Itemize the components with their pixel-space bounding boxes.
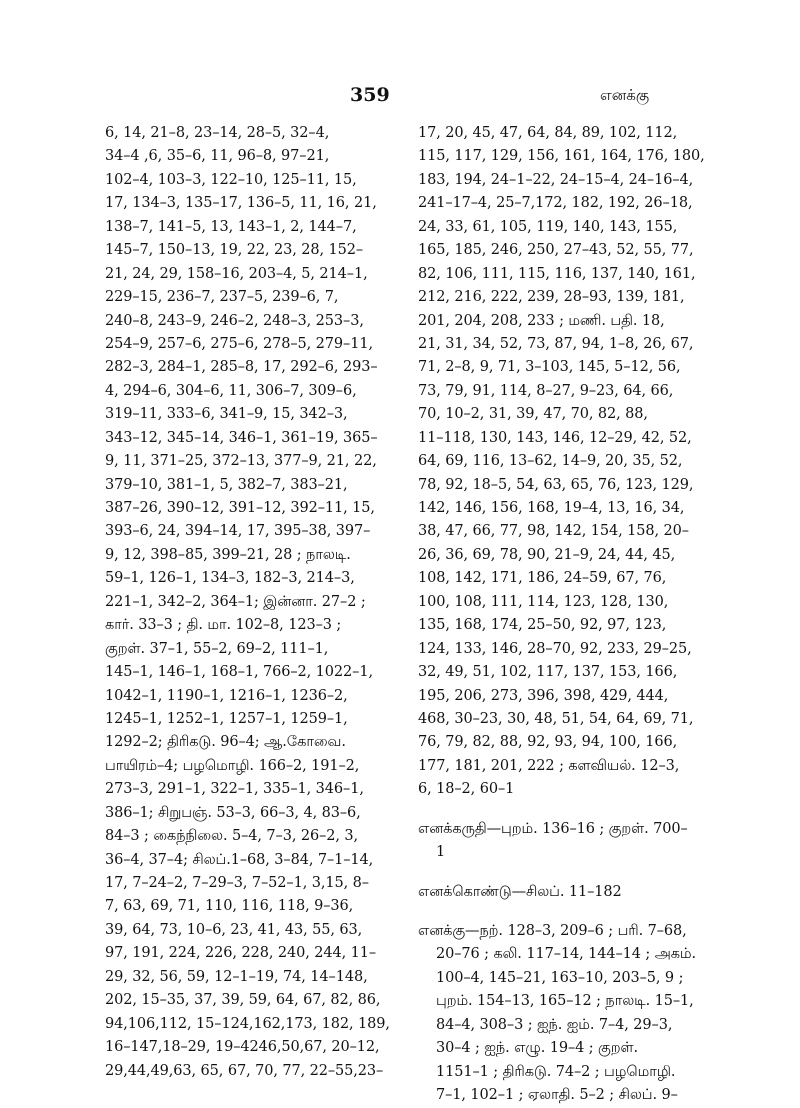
text-line: 29,44,49,63, 65, 67, 70, 77, 22–55,23– bbox=[105, 1062, 384, 1079]
text-line: 1042–1, 1190–1, 1216–1, 1236–2, bbox=[105, 687, 348, 704]
text-line: 94,106,112, 15–124,162,173, 182, 189, bbox=[105, 1015, 390, 1032]
text-line: 138–7, 141–5, 13, 143–1, 2, 144–7, bbox=[105, 218, 357, 235]
text-line: 202, 15–35, 37, 39, 59, 64, 67, 82, 86, bbox=[105, 992, 381, 1009]
text-line: பாயிரம்–4; பழமொழி. 166–2, 191–2, bbox=[105, 757, 360, 774]
entry-headword-line: எனக்கருதி—புறம். 136–16 ; குறள். 700– bbox=[418, 820, 688, 837]
text-line: 97, 191, 224, 226, 228, 240, 244, 11– bbox=[105, 945, 377, 962]
text-line: குறள். 37–1, 55–2, 69–2, 111–1, bbox=[105, 640, 329, 657]
text-line: 1 bbox=[436, 844, 446, 861]
text-line: 1292–2; திரிகடு. 96–4; ஆ.கோவை. bbox=[105, 734, 346, 751]
text-line: 135, 168, 174, 25–50, 92, 97, 123, bbox=[418, 617, 667, 634]
text-line: 1151–1 ; திரிகடு. 74–2 ; பழமொழி. bbox=[436, 1063, 676, 1080]
text-line: 386–1; சிறுபஞ். 53–3, 66–3, 4, 83–6, bbox=[105, 804, 361, 821]
text-line: 17, 20, 45, 47, 64, 84, 89, 102, 112, bbox=[418, 125, 678, 141]
text-line: 100–4, 145–21, 163–10, 203–5, 9 ; bbox=[436, 969, 684, 986]
text-line: 4, 294–6, 304–6, 11, 306–7, 309–6, bbox=[105, 382, 357, 399]
text-line: புறம். 154–13, 165–12 ; நாலடி. 15–1, bbox=[436, 993, 694, 1010]
text-line: 240–8, 243–9, 246–2, 248–3, 253–3, bbox=[105, 312, 364, 329]
text-line: 30–4 ; ஐந். எழு. 19–4 ; குறள். bbox=[436, 1040, 639, 1057]
text-line: 387–26, 390–12, 391–12, 392–11, 15, bbox=[105, 500, 375, 516]
text-line: 21, 24, 29, 158–16, 203–4, 5, 214–1, bbox=[105, 265, 368, 282]
text-line: 20–76 ; கலி. 117–14, 144–14 ; அகம். bbox=[436, 946, 696, 963]
text-line: 145–1, 146–1, 168–1, 766–2, 1022–1, bbox=[105, 664, 373, 681]
text-line: 21, 31, 34, 52, 73, 87, 94, 1–8, 26, 67, bbox=[418, 335, 694, 352]
text-line: 7–1, 102–1 ; ஏலாதி. 5–2 ; சிலப். 9– bbox=[436, 1087, 678, 1104]
text-line: 142, 146, 156, 168, 19–4, 13, 16, 34, bbox=[418, 500, 685, 516]
text-line: 7, 63, 69, 71, 110, 116, 118, 9–36, bbox=[105, 898, 354, 915]
text-line: 17, 7–24–2, 7–29–3, 7–52–1, 3,15, 8– bbox=[105, 875, 369, 891]
text-line: 73, 79, 91, 114, 8–27, 9–23, 64, 66, bbox=[418, 382, 674, 399]
text-line: 100, 108, 111, 114, 123, 128, 130, bbox=[418, 593, 669, 610]
entry-headword-line: எனக்கு—நற். 128–3, 209–6 ; பரி. 7–68, bbox=[418, 923, 687, 939]
text-line: 36–4, 37–4; சிலப்.1–68, 3–84, 7–1–14, bbox=[105, 851, 374, 868]
text-line: 9, 11, 371–25, 372–13, 377–9, 21, 22, bbox=[105, 453, 377, 470]
index-entry bbox=[418, 920, 703, 1108]
text-line: 319–11, 333–6, 341–9, 15, 342–3, bbox=[105, 406, 348, 423]
text-line: 78, 92, 18–5, 54, 63, 65, 76, 123, 129, bbox=[418, 476, 694, 493]
right-column bbox=[418, 122, 703, 1108]
text-line: 273–3, 291–1, 322–1, 335–1, 346–1, bbox=[105, 781, 364, 798]
text-line: 102–4, 103–3, 122–10, 125–11, 15, bbox=[105, 171, 357, 188]
text-line: 1245–1, 1252–1, 1257–1, 1259–1, bbox=[105, 710, 348, 727]
text-line: 468, 30–23, 30, 48, 51, 54, 64, 69, 71, bbox=[418, 710, 694, 727]
page-number: 359 bbox=[350, 84, 390, 106]
text-line: 16–147,18–29, 19–4246,50,67, 20–12, bbox=[105, 1039, 380, 1056]
text-line: 145–7, 150–13, 19, 22, 23, 28, 152– bbox=[105, 242, 364, 259]
running-head: எனக்கு bbox=[600, 86, 650, 104]
left-column bbox=[105, 122, 390, 1083]
text-line: 212, 216, 222, 239, 28–93, 139, 181, bbox=[418, 289, 685, 306]
text-line: 59–1, 126–1, 134–3, 182–3, 214–3, bbox=[105, 570, 355, 587]
text-line: 282–3, 284–1, 285–8, 17, 292–6, 293– bbox=[105, 359, 378, 376]
text-line: 17, 134–3, 135–17, 136–5, 11, 16, 21, bbox=[105, 195, 377, 212]
text-line: 84–4, 308–3 ; ஐந். ஐம். 7–4, 29–3, bbox=[436, 1016, 673, 1033]
text-line: 34–4 ,6, 35–6, 11, 96–8, 97–21, bbox=[105, 148, 330, 165]
text-line: 229–15, 236–7, 237–5, 239–6, 7, bbox=[105, 289, 339, 306]
text-line: 177, 181, 201, 222 ; களவியல். 12–3, bbox=[418, 757, 680, 774]
text-line: 165, 185, 246, 250, 27–43, 52, 55, 77, bbox=[418, 242, 694, 259]
text-line: 9, 12, 398–85, 399–21, 28 ; நாலடி. bbox=[105, 546, 351, 563]
text-line: 6, 14, 21–8, 23–14, 28–5, 32–4, bbox=[105, 125, 330, 141]
text-line: 115, 117, 129, 156, 161, 164, 176, 180, bbox=[418, 148, 705, 165]
text-line: 32, 49, 51, 102, 117, 137, 153, 166, bbox=[418, 664, 678, 681]
text-line: 38, 47, 66, 77, 98, 142, 154, 158, 20– bbox=[418, 523, 689, 540]
text-line: 29, 32, 56, 59, 12–1–19, 74, 14–148, bbox=[105, 968, 368, 985]
text-line: 26, 36, 69, 78, 90, 21–9, 24, 44, 45, bbox=[418, 546, 676, 563]
text-line: 24, 33, 61, 105, 119, 140, 143, 155, bbox=[418, 218, 678, 235]
text-line: 64, 69, 116, 13–62, 14–9, 20, 35, 52, bbox=[418, 453, 683, 470]
text-line: 124, 133, 146, 28–70, 92, 233, 29–25, bbox=[418, 640, 692, 657]
text-line: 76, 79, 82, 88, 92, 93, 94, 100, 166, bbox=[418, 734, 678, 751]
text-line: 241–17–4, 25–7,172, 182, 192, 26–18, bbox=[418, 195, 693, 212]
index-entry bbox=[418, 881, 703, 904]
text-line: 221–1, 342–2, 364–1; இன்னா. 27–2 ; bbox=[105, 593, 366, 610]
text-line: 379–10, 381–1, 5, 382–7, 383–21, bbox=[105, 476, 348, 493]
text-line: 6, 18–2, 60–1 bbox=[418, 781, 515, 798]
text-line: 108, 142, 171, 186, 24–59, 67, 76, bbox=[418, 570, 667, 587]
text-line: 84–3 ; கைந்நிலை. 5–4, 7–3, 26–2, 3, bbox=[105, 828, 359, 845]
text-line: 11–118, 130, 143, 146, 12–29, 42, 52, bbox=[418, 429, 692, 446]
text-line: 343–12, 345–14, 346–1, 361–19, 365– bbox=[105, 429, 378, 446]
text-line: 195, 206, 273, 396, 398, 429, 444, bbox=[418, 687, 669, 704]
text-line: 82, 106, 111, 115, 116, 137, 140, 161, bbox=[418, 265, 696, 282]
text-line: 70, 10–2, 31, 39, 47, 70, 82, 88, bbox=[418, 406, 648, 423]
text-line: கார். 33–3 ; தி. மா. 102–8, 123–3 ; bbox=[105, 617, 342, 634]
entry-headword-line: எனக்கொண்டு—சிலப். 11–182 bbox=[418, 883, 622, 900]
text-line: 201, 204, 208, 233 ; மணி. பதி. 18, bbox=[418, 312, 665, 329]
text-line: 254–9, 257–6, 275–6, 278–5, 279–11, bbox=[105, 335, 373, 352]
text-line: 393–6, 24, 394–14, 17, 395–38, 397– bbox=[105, 523, 371, 540]
index-entry bbox=[418, 818, 703, 865]
text-line: 183, 194, 24–1–22, 24–15–4, 24–16–4, bbox=[418, 171, 694, 188]
text-line: 39, 64, 73, 10–6, 23, 41, 43, 55, 63, bbox=[105, 921, 363, 938]
text-line: 71, 2–8, 9, 71, 3–103, 145, 5–12, 56, bbox=[418, 359, 681, 376]
